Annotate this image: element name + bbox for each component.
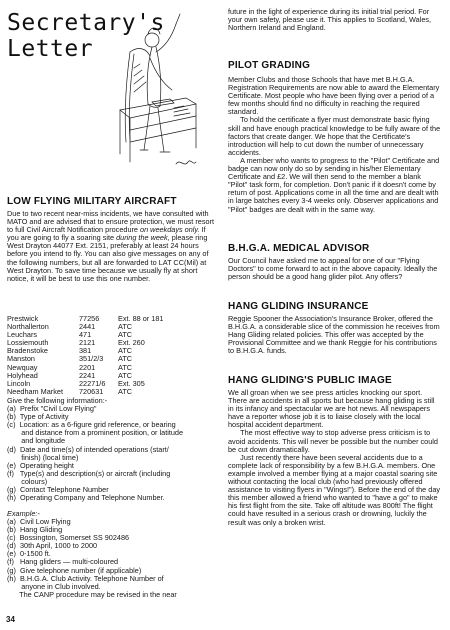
extension-cell: Ext. 305 (118, 378, 145, 388)
station-cell: Northallerton (7, 322, 49, 332)
station-cell: Holyhead (7, 370, 38, 380)
example-label: Example:- (7, 509, 40, 518)
information-list: Give the following information:- (a) Prefix "Civil Low Flying" (b) Type of Activity (c) Location: as a 6-figure grid reference, or bearing and distance from a prominent position, or latitude and longitude (d) Date and time(s) of intended operations (start/ finish) (local time) (e) Operating height (f) Type(s) and description(s) or aircraft (including colours) (g) Contact Telephone Number (h) Operating Company and Telephone Number. (7, 396, 184, 503)
extension-cell: ATC (118, 370, 133, 380)
phone-number-table (7, 315, 163, 396)
number-cell: 2441 (79, 322, 96, 332)
extension-cell: ATC (118, 330, 133, 340)
extension-cell: ATC (118, 354, 133, 364)
station-cell: Leuchars (7, 330, 38, 340)
extension-cell: Ext. 260 (118, 338, 145, 348)
number-cell: 22271/6 (79, 378, 106, 388)
number-cell: 351/2/3 (79, 354, 104, 364)
low-flying-intro (7, 210, 219, 283)
extension-cell: Ext. 88 or 181 (118, 314, 164, 323)
number-cell: 2241 (79, 370, 96, 380)
station-cell: Newquay (7, 362, 38, 372)
number-cell: 2201 (79, 362, 96, 372)
station-cell: Lincoln (7, 378, 31, 388)
intro-text-2: If you are going to fly a soaring site (7, 225, 208, 243)
extension-cell: ATC (118, 362, 133, 372)
title-line-1: Secretary's (7, 10, 165, 36)
number-cell: 77256 (79, 314, 100, 323)
station-cell: Bradenstoke (7, 346, 48, 356)
intro-text-3: please ring West Drayton 44077 Ext. 2151, preferably at least 24 hours before you intend to fly. You can also give messages on any of the following numbers, but all are forwarded to LAT CC(Mil) at West Drayton. To save time because we usually fly at short notice, it will be best to use this one number. (7, 233, 211, 283)
extension-cell: ATC (118, 386, 133, 396)
station-cell: Lossiemouth (7, 338, 49, 348)
secretary-illustration (90, 12, 202, 182)
station-cell: Manston (7, 354, 35, 364)
public-image-heading: HANG GLIDING'S PUBLIC IMAGE (228, 375, 392, 386)
medical-heading: B.H.G.A. MEDICAL ADVISOR (228, 243, 370, 254)
number-cell: 471 (79, 330, 92, 340)
station-cell: Needham Market (7, 386, 63, 396)
number-cell: 2121 (79, 338, 96, 348)
phone-number-row (7, 388, 163, 396)
intro-text-1: Due to two recent near-miss incidents, we have consulted with MATO and are advised that to ensure protection, we must resort to full Civil Aircraft Notification procedure (7, 209, 217, 235)
number-cell: 381 (79, 346, 92, 356)
pilot-grading-heading: PILOT GRADING (228, 60, 311, 71)
public-image-body: We all groan when we see press articles knocking our sport. There are accidents in all sports but because hang gliding is still in its infancy and spectacular we are hot news. All newspapers have a reporter whose job it is to liaise closely with the local hospital accident department. The most effective way to stop adverse press criticism is to avoid accidents. This will never be possible but the number could be cut down dramatically. Just recently there have been several accidents due to a complete lack of responsibility by a few B.H.G.A. members. One example involved a member flying at a major coastal soaring site without contacting the local club (who had previously offered assistance to visiting flyers in "Wings!"). Before the end of the day this member allowed a friend who wanted to "have a go" to make his first flight from the site. Take off altitude was 800ft! The flight could have resulted in a serious crash or drowning, luckily the result was only a broken wrist. (228, 388, 441, 527)
medical-body: Our Council have asked me to appeal for one of our "Flying Doctors" to come forward to act in the above capacity. Ideally the person should be a good hang glider pilot. Any offers? (228, 256, 440, 282)
continuation-text: future in the light of experience during its initial trial period. For your own safety, please use it. This applies to Scotland, Wales, Northern Ireland and England. (228, 7, 434, 33)
intro-emphasis-2: during the week, (116, 233, 170, 243)
page-number: 34 (6, 615, 15, 624)
example-list: (a) Civil Low Flying (b) Hang Gliding (c) Bossington, Somerset SS 902486 (d) 30th April, 1000 to 2000 (e) 0-1500 ft. (f) Hang gliders — multi-coloured (g) Give telephone number (if applicable) (h) B.H.G.A. Club Activity. Telephone Number of anyone in Club involved. (7, 517, 164, 591)
insurance-heading: HANG GLIDING INSURANCE (228, 301, 369, 312)
pilot-grading-body: Member Clubs and those Schools that have met B.H.G.A. Registration Requirements are now able to award the Elementary Certificate. Most people who have been flying over a period of a few months should find no difficulty in reaching the required standard. To hold the certificate a flyer must demonstrate basic flying skill and have enough practical knowledge to be fully aware of the factors that create danger. We hope that the Certificate's introduction will help to cut down the number of unnecessary accidents. A member who wants to progress to the "Pilot" Certificate and badge can now only do so by sending in his/her Elementary Certificate and £2. We will then send to the member a blank "Pilot" task form, for completion. Don't panic if it doesn't come by return of post. Applications come in all the time and are dealt with in large batches every 3-4 weeks only. Observer applications and "Pilot" badges are dealt with in the same way. (228, 75, 441, 214)
extension-cell: ATC (118, 322, 133, 332)
low-flying-heading: LOW FLYING MILITARY AIRCRAFT (7, 196, 177, 207)
number-cell: 720631 (79, 386, 104, 396)
title-line-2: Letter (7, 36, 94, 62)
canp-closing: The CANP procedure may be revised in the near (7, 590, 177, 599)
intro-emphasis-1: on weekdays only. (140, 225, 200, 235)
station-cell: Prestwick (7, 314, 39, 323)
extension-cell: ATC (118, 346, 133, 356)
insurance-body: Reggie Spooner the Association's Insurance Broker, offered the B.H.G.A. a considerable slice of the commission he receives from Hang Gliding related policies. This offer was accepted by the Provisional Committee and we thank Reggie for his contributions to B.H.G.A. funds. (228, 314, 442, 356)
